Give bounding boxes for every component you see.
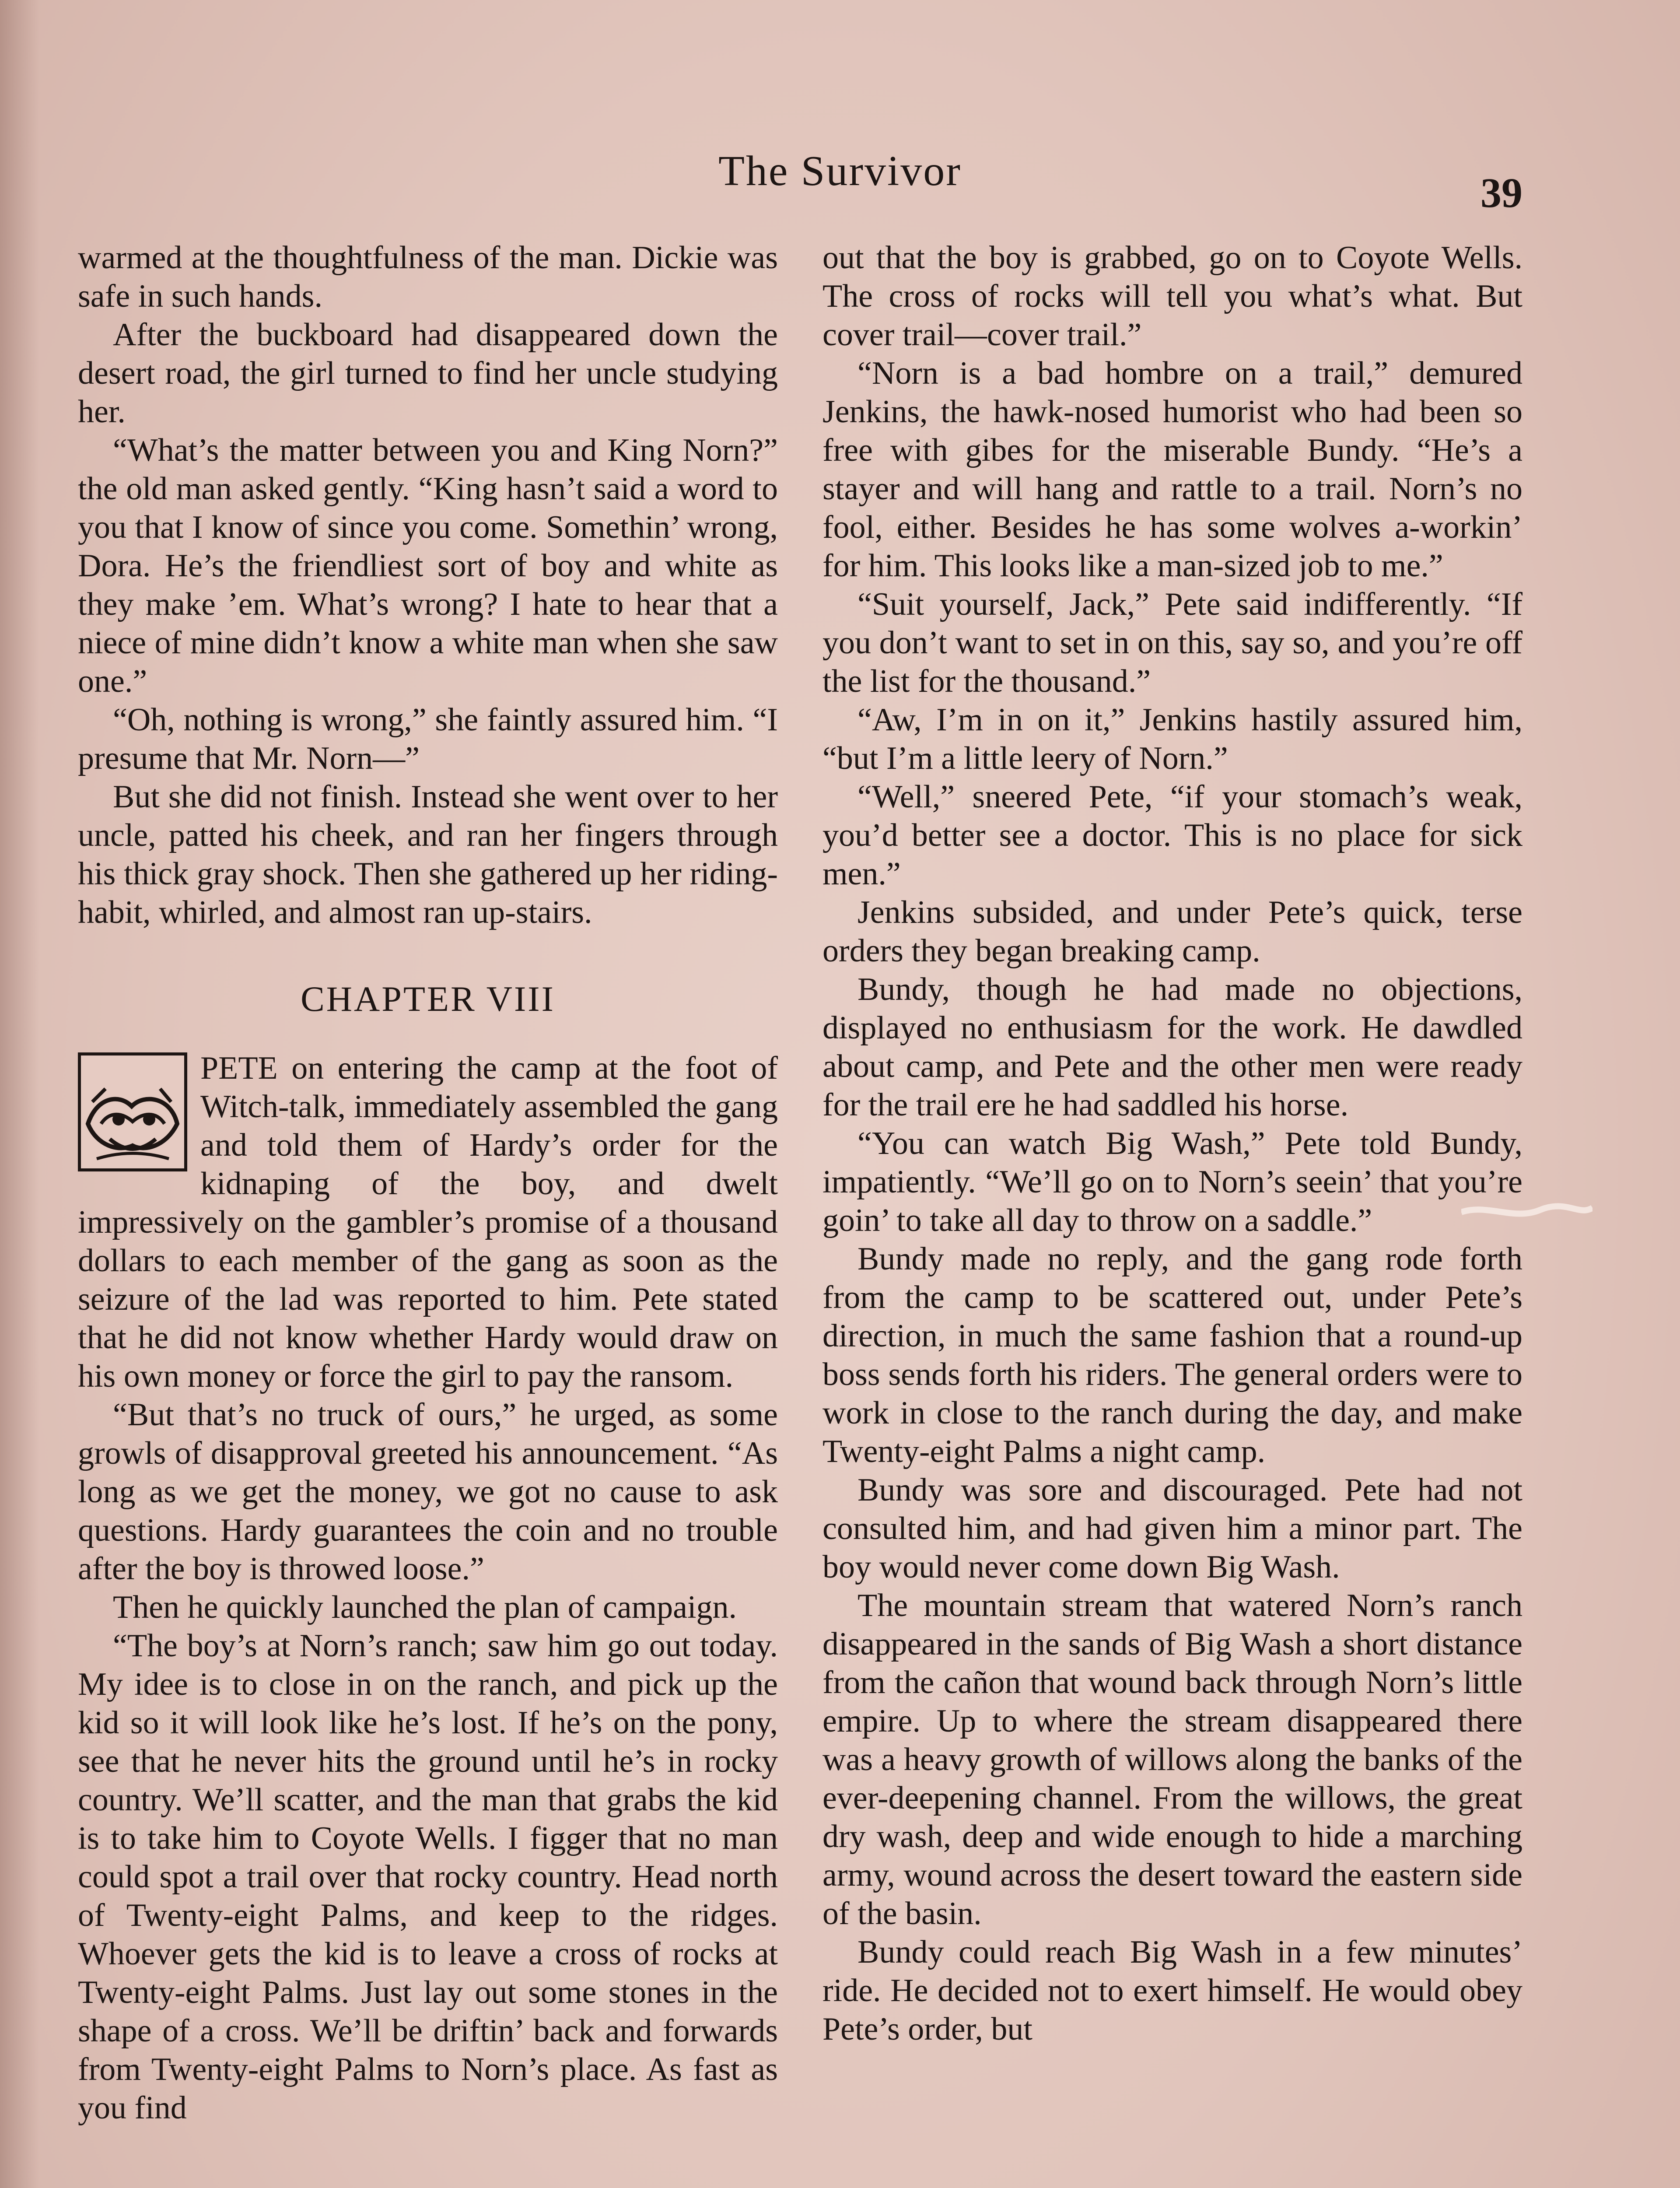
paragraph: Jenkins subsided, and under Pete’s quick, terse orders they began breaking camp.	[822, 894, 1522, 969]
paragraph: “But that’s no truck of ours,” he urged, as some growls of disapproval greeted his announcement. “As long as we get the money, we got no cause to ask questions. Hardy guarantees the coin and no trouble after the boy is throwed loose.”	[78, 1397, 778, 1587]
paragraph: “The boy’s at Norn’s ranch; saw him go out today. My idee is to close in on the ranch, and pick up the kid so it will look like he’s lost. If he’s on the pony, see that he never hits the ground until he’s in rocky country. We’ll scatter, and the man that grabs the kid is to take him to Coyote Wells. I figger that no man could spot a trail over that rocky country. Head north of Twenty-eight Palms, and keep to the ridges. Whoever gets the kid is to leave a cross of rocks at Twenty-eight Palms. Just lay out some stones in the shape of a cross. We’ll be driftin’ back and forwards from Twenty-eight Palms to Norn’s place. As fast as you find	[78, 1628, 778, 2126]
right-column	[822, 238, 1522, 2048]
paragraph: warmed at the thoughtfulness of the man. Dickie was safe in such hands.	[78, 240, 778, 314]
paragraph: Bundy was sore and discouraged. Pete had not consulted him, and had given him a minor part. The boy would never come down Big Wash.	[822, 1472, 1522, 1585]
chapter-heading: CHAPTER VIII	[301, 979, 555, 1019]
paragraph: “Norn is a bad hombre on a trail,” demured Jenkins, the hawk-nosed humorist who had been so free with gibes for the miserable Bundy. “He’s a stayer and will hang and rattle to a trail. Norn’s no fool, either. Besides he has some wolves a-workin’ for him. This looks like a man-sized job to me.”	[822, 355, 1522, 584]
paper-tear-mark	[1461, 1199, 1592, 1225]
paragraph: “You can watch Big Wash,” Pete told Bundy, impatiently. “We’ll go on to Norn’s seein’ that you’re goin’ to take all day to throw on a saddle.”	[822, 1126, 1522, 1238]
page-spine-shadow	[0, 0, 39, 2188]
left-column	[78, 238, 778, 2127]
page-number: 39	[1480, 169, 1522, 216]
paragraph: The mountain stream that watered Norn’s ranch disappeared in the sands of Big Wash a short distance from the cañon that wound back through Norn’s little empire. Up to where the stream disappeared there was a heavy growth of willows along the banks of the ever-deepening channel. From the willows, the great dry wash, deep and wide enough to hide a marching army, wound across the desert toward the eastern side of the basin.	[822, 1588, 1522, 1932]
paragraph: “Well,” sneered Pete, “if your stomach’s weak, you’d better see a doctor. This is no place for sick men.”	[822, 779, 1522, 892]
running-title: The Survivor	[718, 147, 962, 195]
page-header	[0, 147, 1680, 216]
paragraph: Bundy, though he had made no objections, displayed no enthusiasm for the work. He dawdled about camp, and Pete and the other men were ready for the trail ere he had saddled his horse.	[822, 971, 1522, 1123]
paragraph: Then he quickly launched the plan of campaign.	[113, 1589, 737, 1625]
paragraph: out that the boy is grabbed, go on to Coyote Wells. The cross of rocks will tell you what’s what. But cover trail—cover trail.”	[822, 240, 1522, 353]
chapter-opening-paragraph: PETE on entering the camp at the foot of Witch-talk, immediately assembled the gang and told them of Hardy’s order for the kidnaping of the boy, and dwelt impressively on the gambler’s promise of a thousand dollars to each member of the gang as soon as the seizure of the lad was reported to him. Pete stated that he did not know whether Hardy would draw on his own money or force the girl to pay the ransom.	[78, 1050, 778, 1394]
paragraph: “Aw, I’m in on it,” Jenkins hastily assured him, “but I’m a little leery of Norn.”	[822, 702, 1522, 776]
paragraph: “Oh, nothing is wrong,” she faintly assured him. “I presume that Mr. Norn—”	[78, 702, 778, 776]
paragraph: But she did not finish. Instead she went over to her uncle, patted his cheek, and ran her fingers through his thick gray shock. Then she gathered up her riding-habit, whirled, and almost ran up-stairs.	[78, 779, 778, 930]
ornamental-drop-initial-icon	[78, 1052, 187, 1171]
paragraph: Bundy could reach Big Wash in a few minutes’ ride. He decided not to exert himself. He would obey Pete’s order, but	[822, 1934, 1522, 2047]
paragraph: “Suit yourself, Jack,” Pete said indifferently. “If you don’t want to set in on this, say so, and you’re off the list for the thousand.”	[822, 586, 1522, 699]
paragraph: Bundy made no reply, and the gang rode forth from the camp to be scattered out, under Pete’s direction, in much the same fashion that a round-up boss sends forth his riders. The general orders were to work in close to the ranch during the day, and make Twenty-eight Palms a night camp.	[822, 1241, 1522, 1469]
paragraph: After the buckboard had disappeared down the desert road, the girl turned to find her uncle studying her.	[78, 317, 778, 430]
paragraph: “What’s the matter between you and King Norn?” the old man asked gently. “King hasn’t said a word to you that I know of since you come. Somethin’ wrong, Dora. He’s the friendliest sort of boy and white as they make ’em. What’s wrong? I hate to hear that a niece of mine didn’t know a white man when she saw one.”	[78, 432, 778, 699]
drop-initial-illustration	[84, 1058, 182, 1166]
